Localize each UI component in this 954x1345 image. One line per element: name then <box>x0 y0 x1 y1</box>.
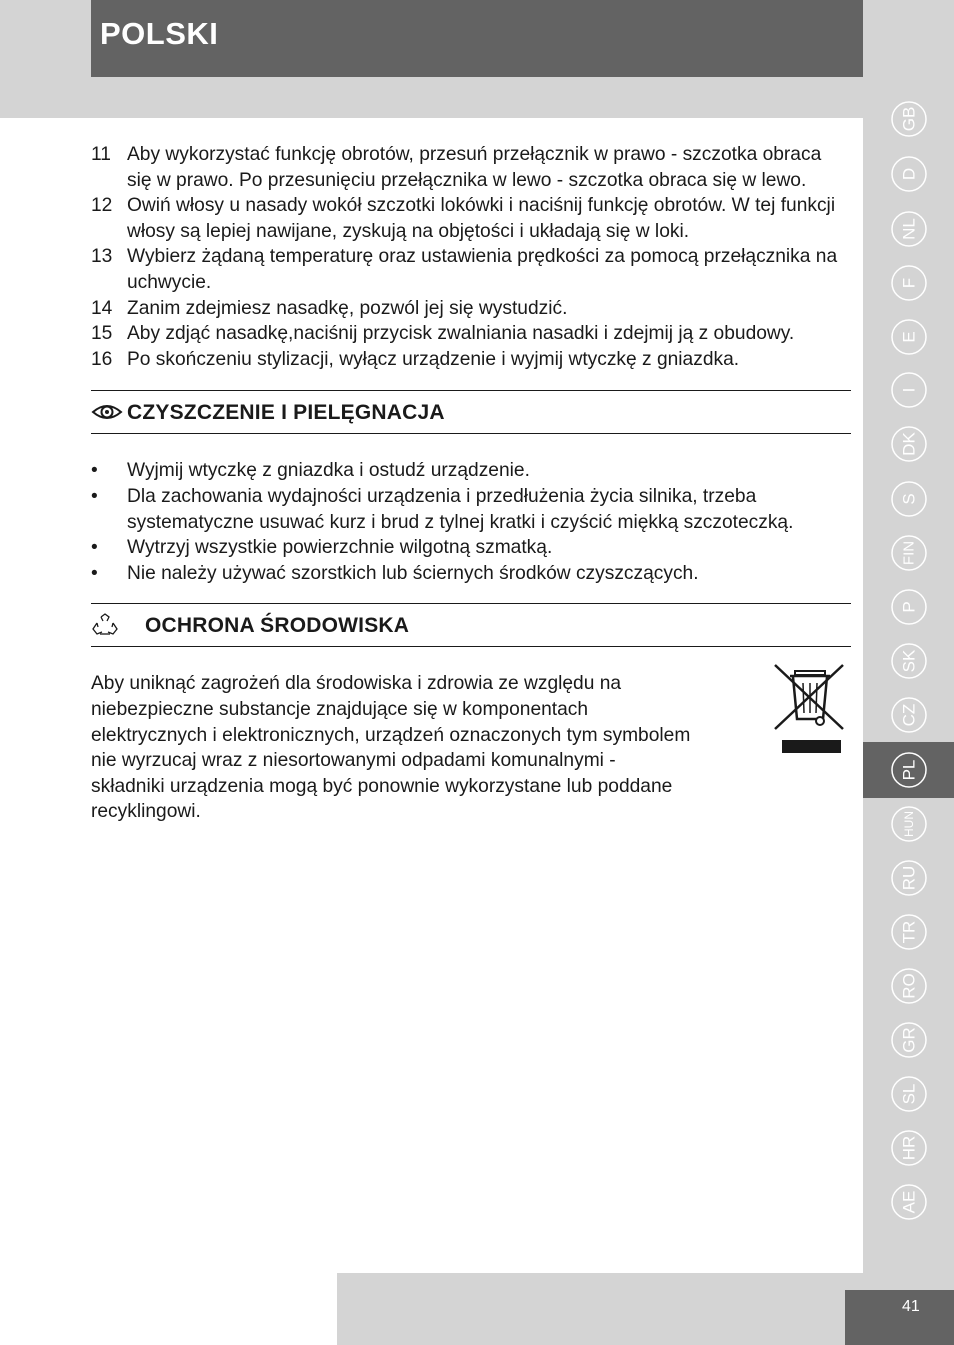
step-number: 15 <box>91 323 113 345</box>
lang-tab-fin[interactable] <box>863 525 954 581</box>
list-item-text: Wyjmij wtyczkę z gniazdka i ostudź urządzenie. <box>127 460 530 482</box>
step-number: 12 <box>91 195 113 217</box>
bullet: • <box>91 562 98 584</box>
step-text: Zanim zdejmiesz nasadkę, pozwól jej się wystudzić. <box>127 297 568 319</box>
steps-list <box>91 142 851 372</box>
step-text: Aby wykorzystać funkcję obrotów, przesuń przełącznik w prawo - szczotka obraca się w prawo. Po przesunięciu przełącznika w lewo - szczotka obraca się w lewo. <box>127 144 822 191</box>
bullet: • <box>91 485 98 507</box>
lang-label: E <box>899 331 918 343</box>
lang-label: HR <box>899 1135 918 1161</box>
lang-tab-hr[interactable] <box>863 1120 954 1176</box>
list-item <box>91 296 851 322</box>
step-text: Aby zdjąć nasadkę,naciśnij przycisk zwalniania nasadki i zdejmij ją z obudowy. <box>127 323 795 345</box>
cleaning-list <box>91 458 851 586</box>
lang-label: AE <box>899 1190 918 1214</box>
header-bar <box>91 0 863 77</box>
lang-tab-hun[interactable] <box>863 796 954 852</box>
step-number: 13 <box>91 246 113 268</box>
list-item <box>91 142 851 193</box>
lang-tab-ro[interactable] <box>863 958 954 1014</box>
page-number-box <box>845 1290 954 1345</box>
lang-label: CZ <box>899 703 918 727</box>
lang-label: SK <box>899 649 918 673</box>
eye-icon <box>91 402 127 422</box>
list-item <box>91 561 851 587</box>
lang-tab-ae[interactable] <box>863 1174 954 1230</box>
lang-label: RU <box>899 865 918 891</box>
lang-tab-cz[interactable] <box>863 687 954 743</box>
step-number: 14 <box>91 297 113 319</box>
list-item <box>91 244 851 295</box>
lang-label: S <box>899 493 918 505</box>
lang-tab-ru[interactable] <box>863 850 954 906</box>
lang-label: P <box>899 601 918 613</box>
list-item-text: Dla zachowania wydajności urządzenia i przedłużenia życia silnika, trzeba systematyczne usuwać kurz i brud z tylnej kratki i czyścić miękką szczoteczką. <box>127 485 794 533</box>
lang-label: HUN <box>901 811 916 837</box>
lang-label: GB <box>899 106 918 132</box>
page-footer-area <box>0 1273 337 1345</box>
lang-tab-f[interactable] <box>863 255 954 311</box>
list-item <box>91 458 851 484</box>
lang-tab-nl[interactable] <box>863 201 954 257</box>
lang-tab-p[interactable] <box>863 579 954 635</box>
bullet: • <box>91 460 98 482</box>
lang-tab-pl[interactable] <box>863 742 954 798</box>
step-text: Owiń włosy u nasady wokół szczotki lokówki i naciśnij funkcję obrotów. W tej funkcji włosy są lepiej nawijane, zyskują na objętości i układają się w loki. <box>127 195 836 242</box>
list-item <box>91 535 851 561</box>
lang-label: TR <box>899 920 918 944</box>
step-number: 16 <box>91 348 113 370</box>
environment-heading <box>91 603 851 647</box>
step-text: Wybierz żądaną temperaturę oraz ustawienia prędkości za pomocą przełącznika na uchwycie. <box>127 246 838 293</box>
lang-label: DK <box>899 432 918 456</box>
lang-tab-tr[interactable] <box>863 904 954 960</box>
lang-tab-e[interactable] <box>863 309 954 365</box>
content <box>91 142 851 825</box>
lang-label: I <box>899 387 918 393</box>
lang-tab-d[interactable] <box>863 146 954 202</box>
lang-label: GR <box>899 1027 918 1053</box>
cleaning-title: CZYSZCZENIE I PIELĘGNACJA <box>127 400 445 424</box>
lang-tab-s[interactable] <box>863 471 954 527</box>
cleaning-heading <box>91 390 851 434</box>
lang-tab-dk[interactable] <box>863 416 954 472</box>
environment-section <box>91 671 851 825</box>
step-number: 11 <box>91 144 111 165</box>
list-item-text: Nie należy używać szorstkich lub ściernych środków czyszczących. <box>127 562 699 584</box>
lang-label: FIN <box>900 540 917 566</box>
page-number: 41 <box>902 1298 920 1315</box>
recycle-icon <box>91 613 145 637</box>
environment-title: OCHRONA ŚRODOWISKA <box>145 613 410 637</box>
lang-tab-i[interactable] <box>863 362 954 418</box>
step-text: Po skończeniu stylizacji, wyłącz urządzenie i wyjmij wtyczkę z gniazdka. <box>127 348 740 370</box>
lang-tab-sk[interactable] <box>863 633 954 689</box>
lang-label: RO <box>899 973 918 999</box>
lang-tab-gr[interactable] <box>863 1012 954 1068</box>
list-item <box>91 193 851 244</box>
list-item <box>91 484 851 535</box>
bullet: • <box>91 537 98 559</box>
lang-tab-sl[interactable] <box>863 1066 954 1122</box>
page-title: POLSKI <box>100 16 219 51</box>
lang-label: SL <box>899 1083 918 1105</box>
lang-label: F <box>899 277 918 289</box>
lang-label: D <box>899 167 918 181</box>
lang-label: PL <box>899 759 918 781</box>
lang-tab-gb[interactable] <box>863 91 954 147</box>
list-item-text: Wytrzyj wszystkie powierzchnie wilgotną szmatką. <box>127 537 553 559</box>
lang-label: NL <box>899 218 918 240</box>
list-item <box>91 347 851 373</box>
environment-paragraph: Aby uniknąć zagrożeń dla środowiska i zdrowia ze względu na niebezpieczne substancje znajdujące się w komponentach elektrycznych i elektronicznych, urządzeń oznaczonych tym symbolem nie wyrzucaj wraz z niesortowanymi odpadami komunalnymi - składniki urządzenia mogą być ponownie wykorzystane lub poddane recyklingowi. <box>91 673 691 823</box>
list-item <box>91 321 851 347</box>
crossed-out-wheelie-bin-icon <box>773 663 847 825</box>
